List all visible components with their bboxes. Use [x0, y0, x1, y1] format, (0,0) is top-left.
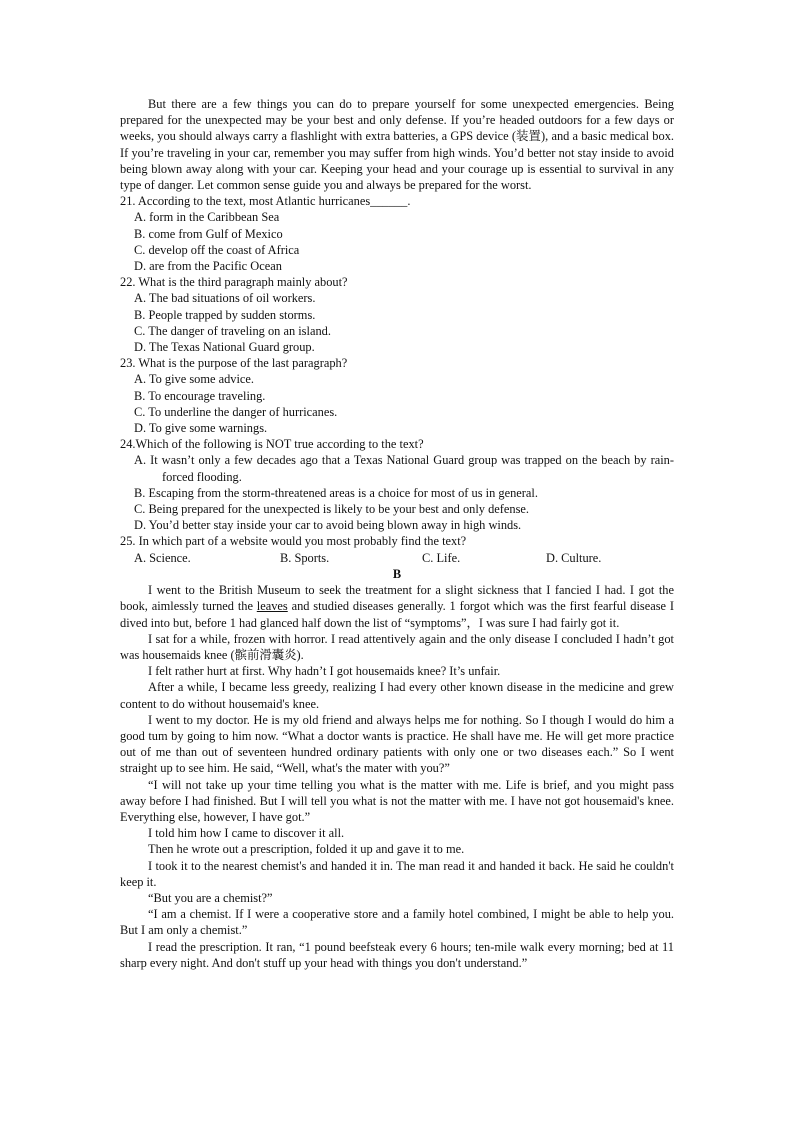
passage-b-paragraph: I felt rather hurt at first. Why hadn’t I got housemaids knee? It’s unfair. — [148, 664, 501, 679]
option-b: B. Escaping from the storm-threatened areas is a choice for most of us in general. — [134, 485, 538, 500]
option-c: C. Being prepared for the unexpected is likely to be your best and only defense. — [134, 502, 530, 517]
question-21 — [120, 193, 674, 274]
option-a: A. form in the Caribbean Sea — [134, 210, 280, 225]
option-c: C. To underline the danger of hurricanes. — [134, 404, 338, 419]
passage-a-last-paragraph: But there are a few things you can do to prepare yourself for some unexpected emergencies. Being prepared for the unexpected may be your best and only defense. If you’re headed outdoors for a few days or weeks, you should always carry a flashlight with extra batteries, a GPS device (装置), and a basic medical box. If you’re traveling in your car, remember you may suffer from high winds. You’d better not stay inside to avoid being blown away along with your car. Keeping your head and your courage up is essential to survival in any type of danger. Let common sense guide you and always be prepared for the worst. — [120, 97, 674, 193]
question-stem: 25. In which part of a website would you most probably find the text? — [120, 534, 467, 549]
passage-b-paragraph: “I am a chemist. If I were a cooperative store and a family hotel combined, I might be able to help you. But I am only a chemist.” — [120, 907, 674, 938]
option-d: D. To give some warnings. — [134, 421, 268, 436]
passage-b-paragraph — [120, 582, 674, 631]
option-d: D. Culture. — [546, 550, 602, 565]
option-b: B. come from Gulf of Mexico — [134, 226, 283, 241]
options-row — [134, 550, 674, 566]
option-c: C. The danger of traveling on an island. — [134, 323, 331, 338]
question-stem: 23. What is the purpose of the last paragraph? — [120, 356, 348, 371]
option-b: B. To encourage traveling. — [134, 388, 266, 403]
passage-b-paragraph: I took it to the nearest chemist's and handed it in. The man read it and handed it back. He said he couldn't keep it. — [120, 858, 674, 889]
option-d: D. The Texas National Guard group. — [134, 340, 315, 355]
passage-b-paragraph: “I will not take up your time telling you what is the matter with me. Life is brief, and you might pass away before I had finished. But I will tell you what is not the matter with me. I have not got housemaid's knee. Everything else, however, I have got.” — [120, 777, 674, 824]
option-b: B. Sports. — [280, 550, 330, 565]
option-a: A. To give some advice. — [134, 372, 255, 387]
passage-b-paragraph: “But you are a chemist?” — [148, 890, 273, 905]
option-d: D. You’d better stay inside your car to avoid being blown away in high winds. — [134, 518, 522, 533]
option-b: B. People trapped by sudden storms. — [134, 307, 316, 322]
section-b-heading: B — [392, 566, 402, 581]
option-a: A. Science. — [134, 550, 191, 565]
question-23 — [120, 355, 674, 436]
text-run: I went to the British Museum to seek the treatment for a slight sickness that I fancied I had. I got the book, aimlessly turned the — [120, 583, 674, 614]
underlined-word: leaves — [256, 599, 288, 614]
option-d: D. are from the Pacific Ocean — [134, 259, 282, 274]
question-24 — [120, 436, 674, 533]
document-page — [120, 96, 674, 971]
option-a: A. The bad situations of oil workers. — [134, 291, 316, 306]
option-a: A. It wasn’t only a few decades ago that a Texas National Guard group was trapped on the beach by rain-forced flooding. — [134, 453, 674, 484]
question-25 — [120, 533, 674, 565]
question-stem: 22. What is the third paragraph mainly about? — [120, 275, 348, 290]
option-c: C. develop off the coast of Africa — [134, 242, 300, 257]
passage-b-paragraph: After a while, I became less greedy, realizing I had every other known disease in the medicine and grew content to do without housemaid's knee. — [120, 680, 674, 711]
text-run: and studied diseases generally. 1 forgot which was the first fearful disease I dived into but, before 1 had glanced half down the list of “symptoms”，I was sure I had fairly got it. — [120, 599, 674, 630]
passage-b-paragraph: I told him how I came to discover it all. — [148, 826, 345, 841]
passage-b-paragraph: Then he wrote out a prescription, folded it up and gave it to me. — [148, 842, 465, 857]
question-stem: 24.Which of the following is NOT true according to the text? — [120, 437, 424, 452]
passage-b-paragraph: I went to my doctor. He is my old friend and always helps me for nothing. So I though I would do him a good tum by going to him now. “What a doctor wants is practice. He shall have me. He will get more practice out of me than out of seventeen hundred ordinary patients with only one or two diseases each.” So I went straight up to see him. He said, “Well, what's the mater with you?” — [120, 712, 674, 776]
passage-b-paragraph: I sat for a while, frozen with horror. I read attentively again and the only disease I concluded I hadn’t got was housemaids knee (髌前滑囊炎). — [120, 631, 674, 662]
passage-b-paragraph: I read the prescription. It ran, “1 pound beefsteak every 6 hours; ten-mile walk every morning; bed at 11 sharp every night. And don't stuff up your head with things you don't understand.” — [120, 939, 674, 970]
question-stem: 21. According to the text, most Atlantic hurricanes______. — [120, 194, 411, 209]
question-22 — [120, 274, 674, 355]
option-c: C. Life. — [422, 550, 461, 565]
